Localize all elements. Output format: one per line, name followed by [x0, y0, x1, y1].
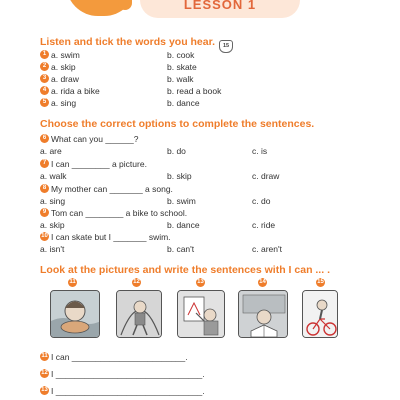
option-c[interactable]: c. is: [252, 146, 268, 156]
option-c[interactable]: c. do: [252, 196, 271, 206]
picture-number: 14: [259, 279, 266, 285]
question-number: 10: [41, 233, 48, 239]
question-number: 7: [40, 159, 49, 168]
option-b[interactable]: b. dance: [167, 220, 200, 230]
option-a[interactable]: a. rida a bike: [51, 86, 100, 96]
section-3-heading: Look at the pictures and write the sentences with I can ... .: [40, 264, 330, 276]
picture-number: 15: [317, 279, 324, 285]
option-b[interactable]: b. skate: [167, 62, 197, 72]
lesson-title: LESSON 1: [183, 0, 257, 12]
question-text: My mother can _______ a song.: [51, 184, 173, 194]
option-a[interactable]: a. sing: [51, 98, 77, 108]
line-number: 11: [41, 353, 48, 359]
option-b[interactable]: b. swim: [167, 196, 196, 206]
item-number: 1: [40, 50, 49, 59]
option-a[interactable]: a. skip: [51, 62, 76, 72]
question-text: Tom can ________ a bike to school.: [51, 208, 188, 218]
drawing-child-icon: [177, 290, 225, 338]
option-b[interactable]: b. walk: [167, 74, 194, 84]
swimming-child-icon: [50, 290, 100, 338]
line-number: 13: [41, 387, 48, 393]
question-text: What can you ______?: [51, 134, 139, 144]
option-a[interactable]: a. skip: [40, 220, 65, 230]
section-1-heading: [40, 36, 233, 51]
question-number: 6: [40, 134, 49, 143]
option-b[interactable]: b. do: [167, 146, 186, 156]
item-number: 4: [40, 86, 49, 95]
cat-mascot-paw-icon: [118, 0, 132, 10]
section-2-heading: Choose the correct options to complete the sentences.: [40, 118, 315, 130]
audio-track-icon[interactable]: [219, 40, 233, 53]
audio-track-number: 15: [222, 43, 230, 49]
picture-number: 13: [197, 279, 204, 285]
option-b[interactable]: b. skip: [167, 171, 192, 181]
line-text: I _______________________________.: [51, 369, 205, 379]
option-c[interactable]: c. ride: [252, 220, 276, 230]
question-text: I can skate but I _______ swim.: [51, 232, 171, 242]
picture-row: [40, 278, 350, 342]
option-a[interactable]: a. walk: [40, 171, 67, 181]
skipping-child-icon: [116, 290, 162, 338]
option-a[interactable]: a. sing: [40, 196, 66, 206]
item-number: 5: [40, 98, 49, 107]
line-text: I can ________________________.: [51, 352, 188, 362]
option-a[interactable]: a. draw: [51, 74, 79, 84]
question-text: I can ________ a picture.: [51, 159, 147, 169]
option-a[interactable]: a. isn't: [40, 244, 65, 254]
line-text: I _______________________________.: [51, 386, 205, 396]
picture-number: 11: [69, 279, 76, 285]
question-number: 9: [40, 208, 49, 217]
option-b[interactable]: b. cook: [167, 50, 195, 60]
question-number: 8: [40, 184, 49, 193]
option-b[interactable]: b. dance: [167, 98, 200, 108]
line-number: 12: [41, 370, 48, 376]
item-number: 2: [40, 62, 49, 71]
picture-number: 12: [133, 279, 140, 285]
option-a[interactable]: a. are: [40, 146, 62, 156]
option-a[interactable]: a. swim: [51, 50, 80, 60]
option-b[interactable]: b. read a book: [167, 86, 222, 96]
option-c[interactable]: c. aren't: [252, 244, 282, 254]
reading-child-icon: [238, 290, 288, 338]
cycling-child-icon: [302, 290, 338, 338]
option-c[interactable]: c. draw: [252, 171, 280, 181]
section-1-heading-text: Listen and tick the words you hear.: [40, 36, 216, 48]
item-number: 3: [40, 74, 49, 83]
option-b[interactable]: b. can't: [167, 244, 195, 254]
